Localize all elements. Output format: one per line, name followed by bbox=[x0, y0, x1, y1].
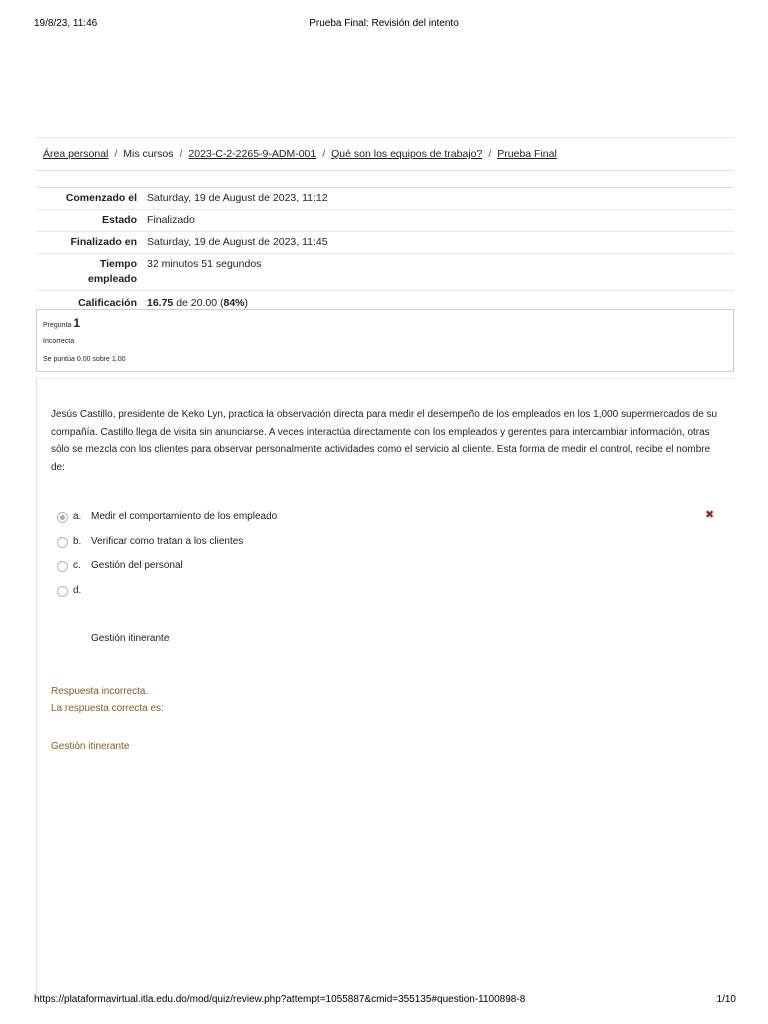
breadcrumb bbox=[43, 148, 557, 160]
breadcrumb-separator: / bbox=[488, 148, 492, 160]
print-footer bbox=[0, 994, 768, 1008]
question-number-value: 1 bbox=[73, 316, 81, 330]
summary-row-started bbox=[36, 188, 734, 210]
answer-option-c bbox=[57, 559, 717, 584]
radio-a[interactable] bbox=[57, 512, 68, 523]
answer-letter: c. bbox=[73, 560, 81, 571]
answer-letter: a. bbox=[73, 511, 82, 522]
radio-b[interactable] bbox=[57, 537, 68, 548]
question-label: Pregunta bbox=[43, 322, 72, 329]
radio-d[interactable] bbox=[57, 586, 68, 597]
feedback-correct-intro: La respuesta correcta es: bbox=[51, 703, 164, 714]
summary-label: Estado bbox=[101, 214, 137, 226]
breadcrumb-bar bbox=[36, 137, 734, 171]
breadcrumb-separator: / bbox=[114, 148, 118, 160]
breadcrumb-mis-cursos: Mis cursos bbox=[123, 148, 174, 160]
x-mark-icon: ✖ bbox=[705, 509, 715, 521]
grade-end: ) bbox=[244, 297, 248, 309]
question-state: Incorrecta bbox=[43, 338, 75, 345]
print-date: 19/8/23, 11:46 bbox=[34, 18, 98, 29]
answer-option-b bbox=[57, 535, 717, 560]
print-title: Prueba Final: Revisión del intento bbox=[309, 18, 459, 29]
question-content bbox=[36, 378, 735, 995]
summary-value: 32 minutos 51 segundos bbox=[147, 258, 262, 270]
breadcrumb-prueba-final[interactable]: Prueba Final bbox=[497, 148, 557, 160]
summary-value: Saturday, 19 de August de 2023, 11:45 bbox=[147, 236, 328, 248]
print-header bbox=[0, 18, 768, 32]
feedback-correct-answer: Gestión itinerante bbox=[51, 741, 130, 752]
breadcrumb-separator: / bbox=[179, 148, 183, 160]
summary-label: Finalizado en bbox=[70, 236, 137, 248]
feedback-result: Respuesta incorrecta. bbox=[51, 686, 149, 697]
answer-option-d bbox=[57, 584, 717, 609]
question-text: Jesús Castillo, presidente de Keko Lyn, practica la observación directa para medir el desempeño de los empleados en los 1,000 supermercados de su compañía. Castillo llega de visita sin anunciarse. A veces interactúa directamente con los empleados y gerentes para intercambiar información, otras sólo se mezcla con los clientes para observar personalmente actividades como el servicio al cliente. Esta forma de medir el control, recibe el nombre de: bbox=[51, 409, 718, 473]
summary-value: Finalizado bbox=[147, 214, 195, 226]
answer-option-a bbox=[57, 510, 717, 535]
print-url: https://plataformavirtual.itla.edu.do/mod/quiz/review.php?attempt=1055887&cmid=355135#question-1100898-8 bbox=[34, 994, 526, 1005]
breadcrumb-section[interactable]: Qué son los equipos de trabajo? bbox=[331, 148, 483, 160]
summary-label: Comenzado el bbox=[65, 192, 137, 204]
breadcrumb-area-personal[interactable]: Área personal bbox=[43, 148, 109, 160]
answer-d-text: Gestión itinerante bbox=[91, 633, 170, 644]
answer-letter: d. bbox=[73, 584, 82, 596]
grade-middle: de 20.00 ( bbox=[173, 297, 224, 309]
summary-row-finished bbox=[36, 232, 734, 254]
attempt-summary-table bbox=[36, 187, 734, 317]
question-info-box bbox=[36, 309, 734, 372]
question-number bbox=[43, 316, 80, 330]
grade-percent: 84% bbox=[223, 297, 245, 309]
summary-label: Tiempo empleado bbox=[87, 258, 137, 285]
summary-value: Saturday, 19 de August de 2023, 11:12 bbox=[147, 192, 328, 204]
grade-score: 16.75 bbox=[147, 297, 174, 309]
breadcrumb-course[interactable]: 2023-C-2-2265-9-ADM-001 bbox=[188, 148, 317, 160]
answer-text: Medir el comportamiento de los empleado bbox=[91, 511, 278, 522]
breadcrumb-separator: / bbox=[322, 148, 326, 160]
answer-list bbox=[57, 510, 717, 608]
radio-c[interactable] bbox=[57, 561, 68, 572]
summary-row-state bbox=[36, 210, 734, 232]
summary-label: Calificación bbox=[78, 297, 137, 309]
answer-letter: b. bbox=[73, 535, 82, 547]
answer-text: Verificar como tratan a los clientes bbox=[91, 535, 244, 547]
page-number: 1/10 bbox=[716, 994, 736, 1005]
answer-text: Gestión del personal bbox=[91, 560, 183, 571]
summary-row-time bbox=[36, 254, 734, 291]
question-grade: Se puntúa 0.00 sobre 1.00 bbox=[43, 356, 126, 363]
